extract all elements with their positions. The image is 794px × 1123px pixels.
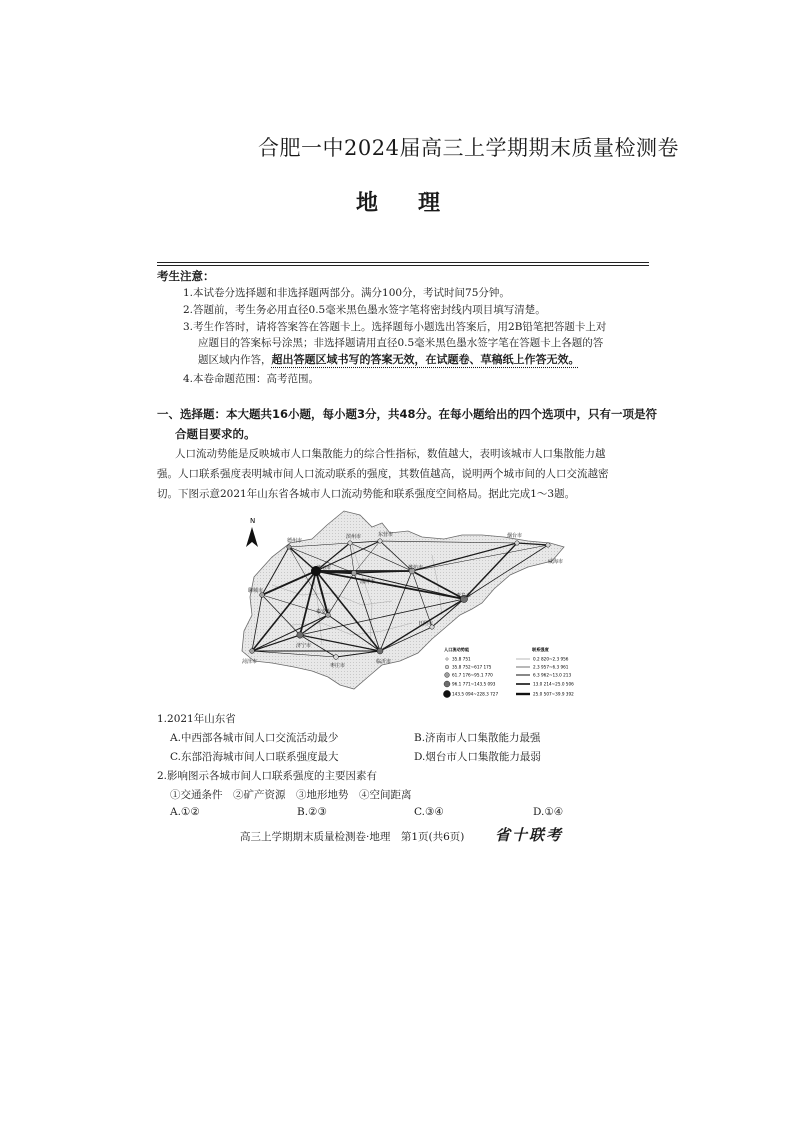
notice-item: 应题目的答案标号涂黑；非选择题请用直径0.5毫米黑色墨水签字笔在答题卡上各题的答 (198, 337, 604, 349)
legend-potential-item: 143.5 094~228.3 727 (452, 691, 499, 697)
question-1-option-c[interactable]: C.东部沿海城市间人口联系强度最大 (170, 751, 339, 763)
city-label: 日照市 (418, 621, 434, 627)
section-heading: 一、选择题：本大题共16小题，每小题3分，共48分。在每小题给出的四个选项中，只有一项是符 (157, 407, 658, 421)
city-node-东营市 (378, 539, 382, 543)
north-arrow-icon (246, 517, 258, 547)
notice-heading: 考生注意： (157, 269, 215, 283)
city-label: 潍坊市 (408, 565, 424, 571)
city-node-枣庄市 (334, 655, 339, 660)
notice-item: 1.本试卷分选择题和非选择题两部分。满分100分，考试时间75分钟。 (183, 287, 510, 299)
section-heading-cont: 合题目要求的。 (175, 427, 256, 441)
city-node-济宁市 (297, 632, 303, 638)
intro-paragraph-line: 人口流动势能是反映城市人口集散能力的综合性指标，数值越大，表明该城市人口集散能力越 (175, 448, 606, 460)
notice-emphasis: 超出答题区域书写的答案无效，在试题卷、草稿纸上作答无效。 (271, 353, 580, 366)
question-2-option-b[interactable]: B.②③ (297, 806, 327, 818)
city-label: 菏泽市 (242, 659, 258, 665)
exam-title: 合肥一中2024届高三上学期期末质量检测卷 (258, 136, 679, 160)
city-label: 青岛市 (456, 593, 472, 599)
city-label: 淄博市 (360, 579, 376, 585)
notice-item-text: 题区域内作答， (198, 354, 272, 366)
city-label: 威海市 (548, 559, 564, 565)
legend-strength-title: 联系强度 (532, 647, 549, 652)
city-node-威海市 (546, 543, 550, 547)
legend-potential-title: 人口流动势能 (444, 647, 470, 652)
footer-brand: 省十联考 (495, 826, 564, 844)
map-legend (443, 646, 574, 698)
question-1-option-d[interactable]: D.烟台市人口集散能力最弱 (414, 751, 541, 763)
question-2-option-d[interactable]: D.①④ (533, 806, 564, 818)
city-label: 济南市 (316, 565, 332, 571)
city-label: 聊城市 (248, 588, 264, 594)
city-label: 济宁市 (296, 643, 312, 649)
divider-thin (157, 265, 649, 266)
city-label: 泰安市 (316, 609, 332, 615)
legend-strength-item: 2.3 957~6.3 961 (533, 664, 569, 670)
divider-thick (157, 262, 649, 263)
question-2-stem: 2.影响图示各城市间人口联系强度的主要因素有 (157, 770, 378, 782)
city-label: 临沂市 (376, 659, 392, 665)
page-footer: 高三上学期期末质量检测卷·地理 第1页(共6页) (240, 831, 465, 843)
city-label: 滨州市 (346, 534, 362, 540)
legend-strength-item: 13.0 214~25.0 506 (533, 681, 574, 687)
legend-strength-item: 25.0 507~39.9 392 (533, 691, 574, 697)
legend-strength-item: 6.3 962~13.0 213 (533, 672, 572, 678)
question-2-option-a[interactable]: A.①② (170, 806, 200, 818)
city-node-淄博市 (351, 570, 356, 575)
city-node-德州市 (287, 545, 291, 549)
shandong-population-map (232, 505, 604, 713)
question-2-factors: ①交通条件 ②矿产资源 ③地形地势 ④空间距离 (170, 789, 412, 801)
notice-item: 4.本卷命题范围：高考范围。 (183, 373, 320, 385)
question-2-option-c[interactable]: C.③④ (414, 806, 444, 818)
city-label: 东营市 (378, 532, 394, 538)
legend-potential-item: 35.8 751 (452, 656, 471, 662)
city-label: 枣庄市 (330, 663, 346, 669)
city-node-烟台市 (515, 541, 519, 545)
question-1-stem: 1.2021年山东省 (157, 713, 236, 725)
intro-paragraph-line: 强。人口联系强度表明城市间人口流动联系的强度，其数值越高，说明两个城市间的人口交流越密 (157, 468, 609, 480)
city-node-滨州市 (348, 541, 352, 545)
legend-potential-item: 61.7 176~95.1 770 (452, 672, 493, 678)
city-label: 德州市 (287, 538, 303, 544)
intro-paragraph-line: 切。下图示意2021年山东省各城市人口流动势能和联系强度空间格局。据此完成1～3题。 (157, 488, 576, 500)
subject-title: 地理 (356, 190, 481, 216)
question-1-option-b[interactable]: B.济南市人口集散能力最强 (414, 732, 541, 744)
legend-potential-item: 35.8 752~617 175 (452, 664, 492, 670)
notice-item: 2.答题前，考生务必用直径0.5毫米黑色墨水签字笔将密封线内项目填写清楚。 (183, 304, 546, 316)
city-node-菏泽市 (250, 649, 255, 654)
legend-strength-item: 0.2 820~2.3 956 (533, 656, 569, 662)
city-node-临沂市 (377, 648, 383, 654)
question-1-option-a[interactable]: A.中西部各城市间人口交流活动最少 (170, 732, 339, 744)
notice-item: 3.考生作答时，请将答案答在答题卡上。选择题每小题选出答案后，用2B铅笔把答题卡上对 (183, 321, 607, 333)
legend-potential-item: 96.1 771~143.5 093 (452, 681, 496, 687)
north-label: N (250, 517, 256, 525)
notice-item (198, 352, 580, 368)
city-label: 烟台市 (507, 533, 523, 539)
